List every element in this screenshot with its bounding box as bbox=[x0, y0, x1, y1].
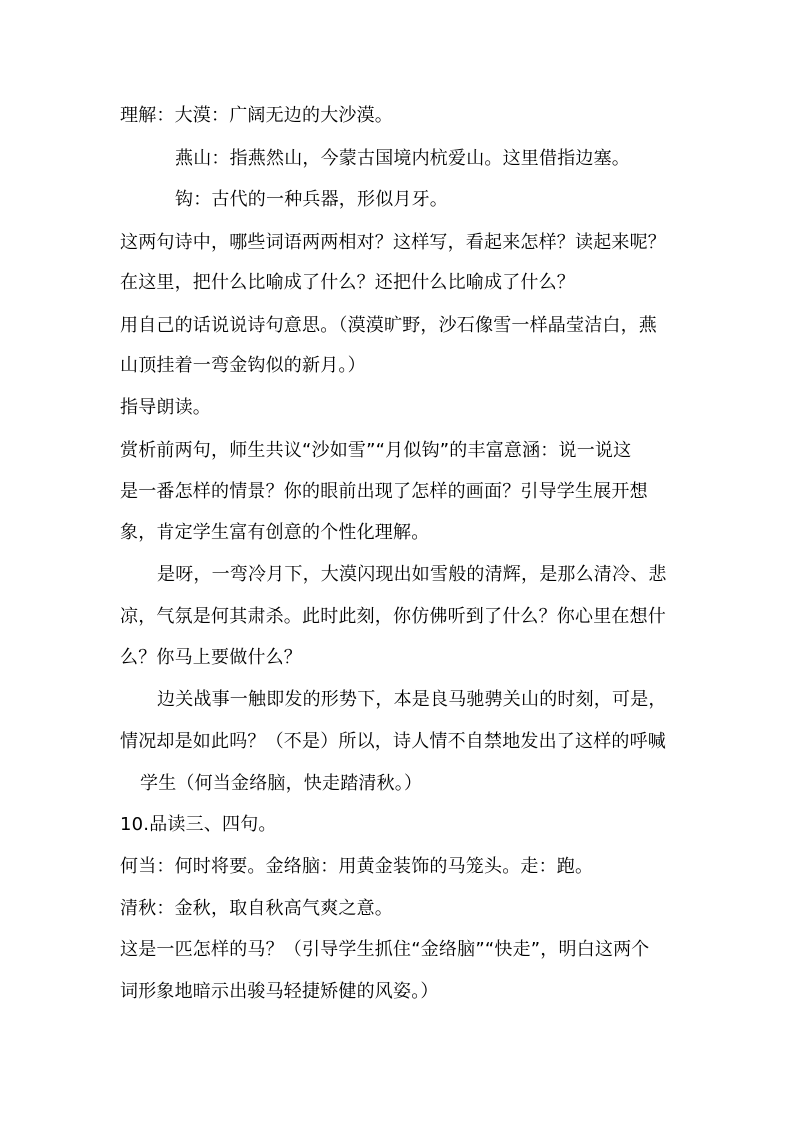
text-line: 是一番怎样的情景？你的眼前出现了怎样的画面？引导学生展开想 bbox=[120, 481, 648, 502]
text-line: 钩：古代的一种兵器，形似月牙。 bbox=[175, 189, 448, 210]
text-line: 情况却是如此吗？（不是）所以，诗人情不自禁地发出了这样的呼喊 bbox=[120, 731, 666, 752]
text-line: 何当：何时将要。金络脑：用黄金装饰的马笼头。走：跑。 bbox=[120, 856, 594, 877]
text-line: 燕山：指燕然山，今蒙古国境内杭爱山。这里借指边塞。 bbox=[175, 148, 630, 169]
text-line: 么？你马上要做什么？ bbox=[120, 647, 302, 668]
text-line: 清秋：金秋，取自秋高气爽之意。 bbox=[120, 898, 393, 919]
text-line: 用自己的话说说诗句意思。（漠漠旷野，沙石像雪一样晶莹洁白，燕 bbox=[120, 315, 657, 336]
text-line: 在这里，把什么比喻成了什么？还把什么比喻成了什么？ bbox=[120, 272, 575, 293]
text-line: 象，肯定学生富有创意的个性化理解。 bbox=[120, 522, 430, 543]
text-line: 这是一匹怎样的马？（引导学生抓住“金络脑”“快走”，明白这两个 bbox=[120, 939, 650, 960]
text-line: 边关战事一触即发的形势下，本是良马驰骋关山的时刻，可是， bbox=[157, 689, 667, 710]
text-line: 山顶挂着一弯金钩似的新月。） bbox=[120, 355, 366, 376]
text-line: 指导朗读。 bbox=[120, 397, 211, 418]
text-line: 理解：大漠：广阔无边的大沙漠。 bbox=[120, 105, 393, 126]
text-line: 10.品读三、四句。 bbox=[120, 814, 277, 835]
text-line: 词形象地暗示出骏马轻捷矫健的风姿。） bbox=[120, 981, 439, 1002]
text-line: 凉，气氛是何其肃杀。此时此刻，你仿佛听到了什么？你心里在想什 bbox=[120, 606, 666, 627]
text-line: 这两句诗中，哪些词语两两相对？这样写，看起来怎样？读起来呢？ bbox=[120, 232, 666, 253]
text-line: 赏析前两句，师生共议“沙如雪”“月似钩”的丰富意涵：说一说这 bbox=[120, 440, 632, 461]
text-line: 学生（何当金络脑，快走踏清秋。） bbox=[140, 773, 423, 794]
text-line: 是呀，一弯冷月下，大漠闪现出如雪般的清辉，是那么清冷、悲 bbox=[157, 564, 667, 585]
